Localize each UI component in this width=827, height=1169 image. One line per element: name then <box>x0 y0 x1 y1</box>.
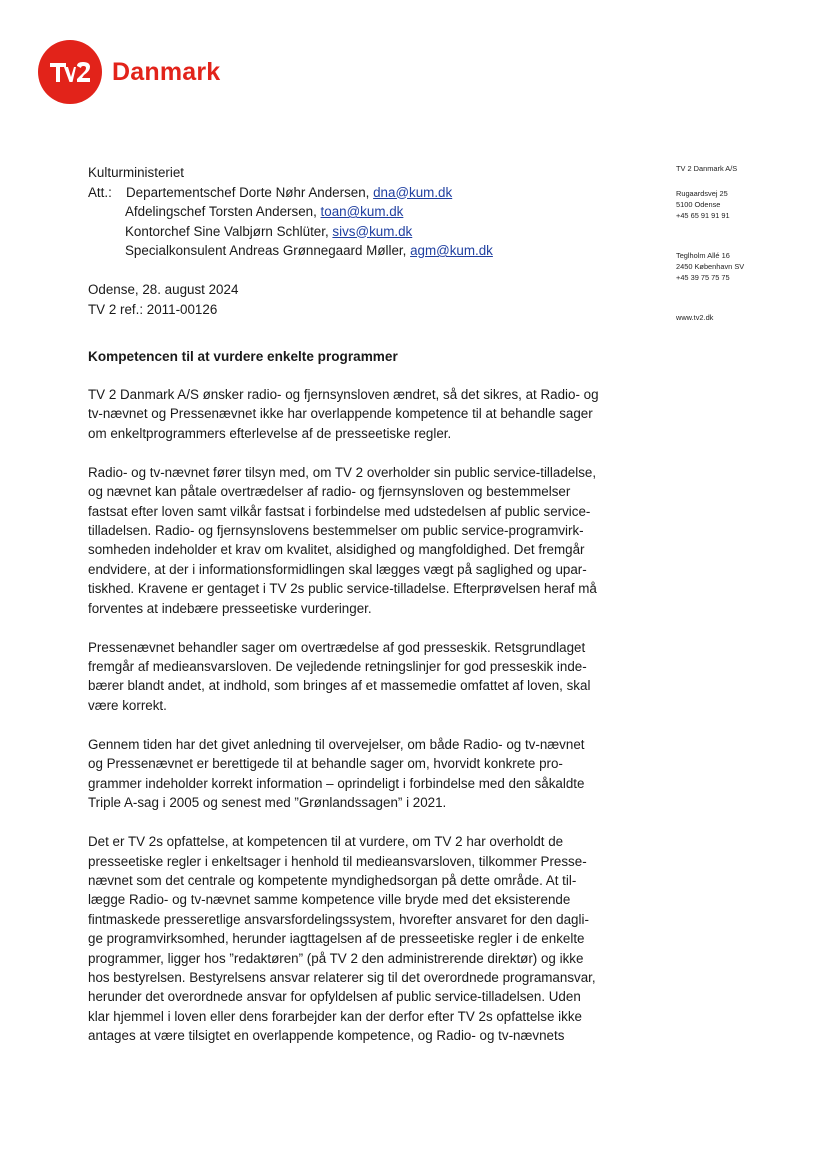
body-paragraph <box>88 463 636 618</box>
paragraph-line: tiskhed. Kravene er gentaget i TV 2s public service-tilladelse. Efterprøvelsen heraf må <box>88 581 597 597</box>
recipient-organization: Kulturministeriet <box>88 165 184 180</box>
paragraph-line: fremgår af medieansvarsloven. De vejledende retningslinjer for god presseskik inde- <box>88 659 587 675</box>
phone-line: +45 65 91 91 91 <box>676 211 730 220</box>
recipient-person <box>126 183 452 203</box>
email-link[interactable]: dna@kum.dk <box>373 184 453 200</box>
paragraph-line: klar hjemmel i loven eller dens forarbejder kan der derfor efter TV 2s opfattelse ikke <box>88 1008 582 1024</box>
sender-company: TV 2 Danmark A/S <box>676 164 738 173</box>
paragraph-line: Triple A-sag i 2005 og senest med ”Grønlandssagen” i 2021. <box>88 795 447 811</box>
paragraph-line: lægge Radio- og tv-nævnet samme kompetence ville bryde med det eksisterende <box>88 892 571 908</box>
email-link[interactable]: sivs@kum.dk <box>332 223 413 239</box>
attention-list <box>126 183 452 203</box>
address-line: Teglholm Allé 16 <box>676 251 730 260</box>
attention-label: Att.: <box>88 184 112 200</box>
email-link[interactable]: toan@kum.dk <box>320 204 404 219</box>
paragraph-line: grammer indeholder korrekt information – oprindeligt i forbindelse med den såkaldte <box>88 775 585 791</box>
body-paragraph <box>88 385 636 443</box>
paragraph-line: TV 2 Danmark A/S ønsker radio- og fjernsynsloven ændret, så det sikres, at Radio- og <box>88 387 599 402</box>
person-name: Specialkonsulent Andreas Grønnegaard Møller, <box>125 243 411 258</box>
paragraph-line: om enkeltprogrammers efterlevelse af de presseetiske regler. <box>88 425 452 441</box>
paragraph-line: herunder det overordnede ansvar for opfyldelsen af public service-tilladelsen. Uden <box>88 989 581 1005</box>
paragraph-line: tv-nævnet og Pressenævnet ikke har overlappende kompetence til at behandle sager <box>88 406 593 422</box>
paragraph-line: forventes at indebære presseetiske vurderinger. <box>88 600 372 616</box>
email-link[interactable]: agm@kum.dk <box>410 243 493 258</box>
paragraph-line: programmer, ligger hos ”redaktøren” (på TV 2 den administrerende direktør) og ikke <box>88 950 584 966</box>
recipient-block <box>88 163 648 261</box>
address-line: 2450 København SV <box>676 262 745 271</box>
attention-row <box>88 183 648 203</box>
paragraph-line: Pressenævnet behandler sager om overtrædelse af god presseskik. Retsgrundlaget <box>88 639 586 655</box>
paragraph-line: Det er TV 2s opfattelse, at kompetencen til at vurdere, om TV 2 har overholdt de <box>88 834 564 850</box>
body-paragraph <box>88 832 636 1045</box>
phone-line: +45 39 75 75 75 <box>676 273 730 282</box>
body-paragraph <box>88 638 636 716</box>
letter-body <box>88 385 636 1065</box>
tv2-danmark-logo <box>38 40 220 104</box>
paragraph-line: tilladelsen. Radio- og fjernsynslovens bestemmelser om public service-programvirk- <box>88 523 584 539</box>
paragraph-line: og nævnet kan påtale overtrædelser af radio- og fjernsynsloven og bestemmelser <box>88 484 571 500</box>
paragraph-line: nævnet som det centrale og kompetente myndighedsorgan på dette område. At til- <box>88 872 577 888</box>
paragraph-line: fastsat efter loven samt vilkår fastsat i forbindelse med udstedelsen af public service- <box>88 503 591 519</box>
letter-reference: TV 2 ref.: 2011-00126 <box>88 301 218 317</box>
sender-address-copenhagen <box>676 250 806 283</box>
person-name: Kontorchef Sine Valbjørn Schlüter, <box>125 223 333 239</box>
sender-sidebar <box>676 163 806 338</box>
logo-wordmark: Danmark <box>112 57 221 86</box>
body-paragraph <box>88 735 636 813</box>
recipient-person <box>88 202 648 222</box>
paragraph-line: presseetiske regler i enkeltsager i henhold til medieansvarsloven, tilkommer Presse- <box>88 853 587 869</box>
paragraph-line: antages at være tilsigtet en overlappende kompetence, og Radio- og tv-nævnets <box>88 1028 565 1044</box>
paragraph-line: Radio- og tv-nævnet fører tilsyn med, om TV 2 overholder sin public service-tilladelse, <box>88 464 597 480</box>
address-line: Rugaardsvej 25 <box>676 189 728 198</box>
person-name: Afdelingschef Torsten Andersen, <box>125 204 321 219</box>
letter-meta <box>88 280 238 319</box>
paragraph-line: endvidere, at der i informationsformidlingen skal lægges vægt på saglighed og upar- <box>88 561 587 577</box>
recipient-person <box>88 222 648 242</box>
letter-heading: Kompetencen til at vurdere enkelte programmer <box>88 349 398 364</box>
sender-website[interactable]: www.tv2.dk <box>676 313 714 322</box>
tv2-logo-glyph <box>47 57 93 87</box>
paragraph-line: bærer blandt andet, at indhold, som bringes af et massemedie omfattet af loven, skal <box>88 678 591 694</box>
paragraph-line: hos bestyrelsen. Bestyrelsens ansvar relaterer sig til det overordnede programansvar, <box>88 969 596 985</box>
paragraph-line: Gennem tiden har det givet anledning til overvejelser, om både Radio- og tv-nævnet <box>88 736 585 752</box>
paragraph-line: og Pressenævnet er berettigede til at behandle sager om, hvorvidt konkrete pro- <box>88 756 563 772</box>
paragraph-line: fintmaskede presseretlige ansvarsfordelingssystem, hvorefter ansvaret for den dagli- <box>88 911 589 927</box>
person-name: Departementschef Dorte Nøhr Andersen, <box>126 184 374 200</box>
paragraph-line: ge programvirksomhed, herunder iagttagelsen af de presseetiske regler i de enkelte <box>88 931 585 947</box>
address-line: 5100 Odense <box>676 200 721 209</box>
paragraph-line: være korrekt. <box>88 697 167 713</box>
sender-address-odense <box>676 188 806 221</box>
tv2-logo-icon <box>38 40 102 104</box>
letter-date: Odense, 28. august 2024 <box>88 282 239 297</box>
recipient-person <box>88 241 648 261</box>
paragraph-line: somheden indeholder et krav om kvalitet, alsidighed og mangfoldighed. Det fremgår <box>88 542 585 558</box>
